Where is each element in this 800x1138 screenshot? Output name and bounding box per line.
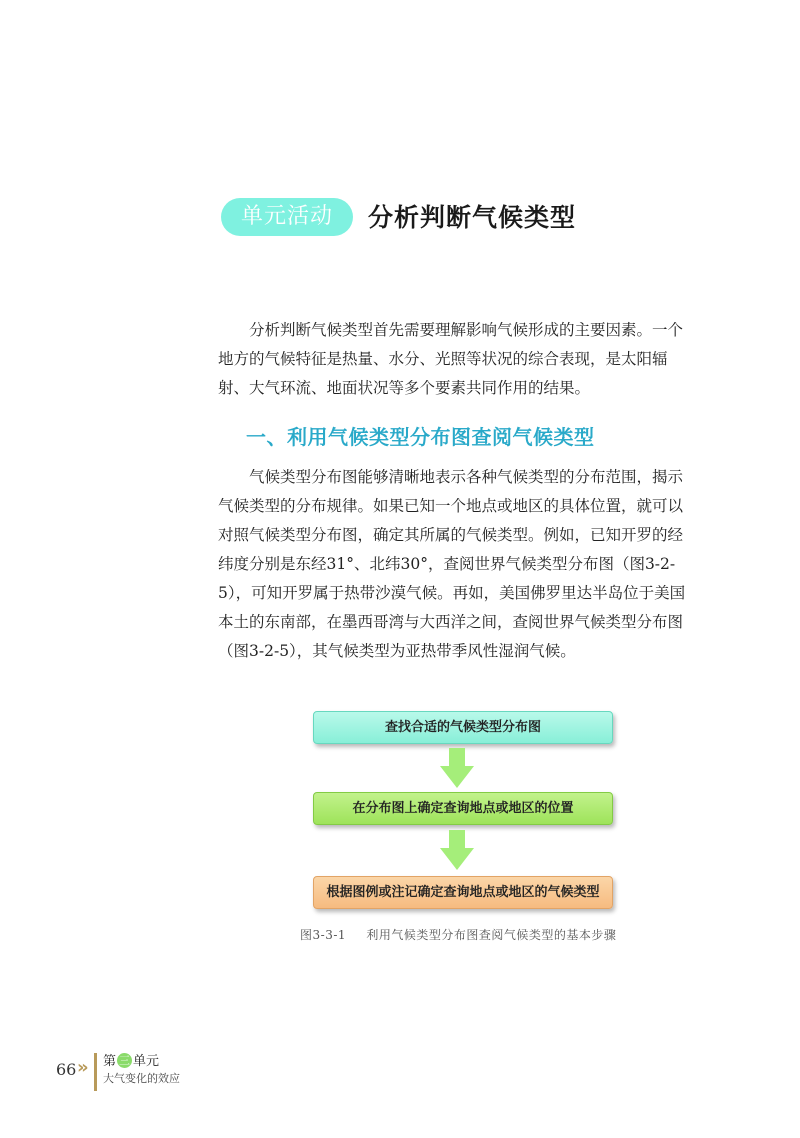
section-line: 5），可知开罗属于热带沙漠气候。再如，美国佛罗里达半岛位于美国	[218, 584, 686, 602]
section-line: （图3-2-5），其气候类型为亚热带季风性湿润气候。	[218, 642, 576, 660]
chevron-right-icon: »	[77, 1057, 89, 1078]
section-heading: 一、利用气候类型分布图查阅气候类型	[246, 425, 595, 449]
intro-line: 射、大气环流、地面状况等多个要素共同作用的结果。	[218, 379, 591, 397]
section-line: 气候类型的分布规律。如果已知一个地点或地区的具体位置，就可以	[218, 497, 684, 515]
section-line: 本土的东南部，在墨西哥湾与大西洋之间，查阅世界气候类型分布图	[218, 613, 684, 631]
unit-suffix: 单元	[133, 1054, 160, 1069]
footer-divider	[94, 1053, 97, 1091]
footer-unit-subtitle: 大气变化的效应	[103, 1072, 180, 1085]
unit-number-badge: 三	[119, 1054, 131, 1067]
page-title: 分析判断气候类型	[368, 203, 577, 232]
footer-unit-label	[103, 1053, 159, 1071]
down-arrow-icon	[440, 830, 474, 870]
section-line: 气候类型分布图能够清晰地表示各种气候类型的分布范围，揭示	[249, 468, 684, 486]
flow-step-3: 根据图例或注记确定查询地点或地区的气候类型	[313, 876, 613, 909]
figure-caption	[300, 925, 616, 945]
arrow-shape	[440, 748, 474, 788]
down-arrow-icon	[440, 748, 474, 788]
section-paragraph	[218, 463, 708, 666]
page-number: 66	[56, 1060, 77, 1079]
arrow-shape	[440, 830, 474, 870]
section-line: 对照气候类型分布图，确定其所属的气候类型。例如，已知开罗的经	[218, 526, 684, 544]
unit-prefix: 第	[103, 1054, 117, 1069]
section-line: 纬度分别是东经31°、北纬30°，查阅世界气候类型分布图（图3-2-	[218, 555, 676, 573]
intro-line: 地方的气候特征是热量、水分、光照等状况的综合表现，是太阳辐	[218, 350, 668, 368]
flow-step-2: 在分布图上确定查询地点或地区的位置	[313, 792, 613, 825]
caption-text: 利用气候类型分布图查阅气候类型的基本步骤	[366, 928, 617, 942]
caption-number: 图3-3-1	[300, 928, 347, 942]
unit-activity-badge: 单元活动	[221, 198, 353, 236]
intro-paragraph	[218, 316, 708, 403]
intro-line: 分析判断气候类型首先需要理解影响气候形成的主要因素。一个	[249, 321, 684, 339]
flow-step-1: 查找合适的气候类型分布图	[313, 711, 613, 744]
